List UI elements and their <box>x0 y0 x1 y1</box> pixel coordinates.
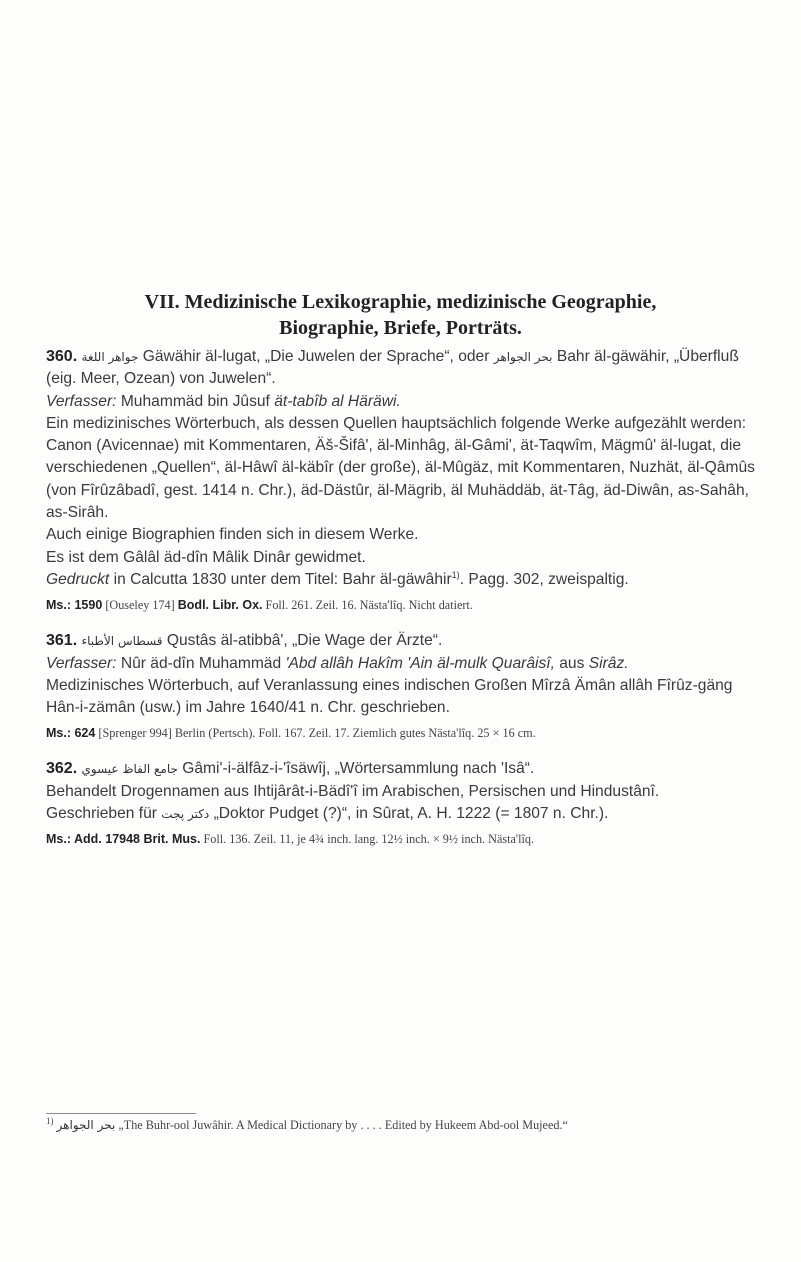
author-tail: aus <box>554 654 589 672</box>
entry-361-para1: Medizinisches Wörterbuch, auf Veranlassung eines indischen Großen Mîrzâ Ämân allâh Fîrûz-gäng Hân-i-zämân (usw.) im Jahre 1640/41 n. Chr. geschrieben. <box>46 676 733 717</box>
spacer <box>46 742 758 758</box>
ms-details: (Pertsch). Foll. 167. Zeil. 17. Ziemlich gutes Nästa'lîq. 25 × 16 cm. <box>205 726 536 741</box>
entry-360-para1: Ein medizinisches Wörterbuch, als dessen Quellen hauptsächlich folgende Werke aufgezählt werden: Canon (Avicennae) mit Kommentaren, Äš-Šifâ', äl-Minhâg, äl-Gâmi', ät-Taqwîm, Mägmû' äl-lugat, die verschiedenen „Quellen“, äl-Hâwî äl-käbîr (der große), äl-Mûgäz, mit Kommentaren, Nuzhät, äl-Qâmûs (von Fîrûzâbadî, gest. 1414 n. Chr.), äd-Dästûr, äl-Mägrib, äl Muhäddäb, ät-Tâg, äd-Diwân, as-Sahâh, as-Sirâh. <box>46 414 755 522</box>
entry-360-author <box>46 391 758 413</box>
alt-title-transliteration: Bahr äl-gäwähir, „Überfluß (eig. Meer, Ozean) von Juwelen“. <box>46 348 739 388</box>
arabic-alt-title: بحر الجواهر <box>493 350 553 364</box>
entry-number: 361. <box>46 632 78 650</box>
entry-number: 360. <box>46 348 78 365</box>
ms-label: Ms.: <box>46 832 71 847</box>
ms-number: Add. 17948 <box>71 832 141 847</box>
title-transliteration: Gäwähir äl-lugat, „Die Juwelen der Sprache“, oder <box>138 348 490 365</box>
author-name: Muhammäd bin Jûsuf <box>116 392 275 410</box>
ms-label: Ms.: <box>46 598 71 613</box>
ms-shelfmark: [Sprenger 994] <box>95 726 175 741</box>
para-start: Geschrieben für <box>46 805 162 823</box>
entry-360-manuscript <box>46 596 758 614</box>
author-label: Verfasser: <box>46 654 117 672</box>
footnote-mark: 1) <box>46 1115 54 1126</box>
chapter-heading <box>30 289 771 341</box>
ms-number: 624 <box>71 726 96 741</box>
entry-362 <box>46 758 758 848</box>
author-name-italic: ät-tabîb al Häräwi. <box>274 392 401 410</box>
arabic-title: جواهر اللغة <box>81 350 139 364</box>
title-transliteration: Gâmi'-i-älfâz-i-'îsäwîj, „Wörtersammlung nach 'Isâ“. <box>177 760 535 778</box>
entry-362-para1: Behandelt Drogennamen aus Ihtijârât-i-Bädî'î im Arabischen, Persischen und Hindustânî. <box>46 782 660 800</box>
footnote-ref[interactable]: 1) <box>451 569 460 580</box>
entry-360-printed <box>46 569 758 591</box>
ms-details: Foll. 261. Zeil. 16. Nästa'lîq. Nicht datiert. <box>262 598 473 613</box>
ms-library: Brit. Mus. <box>140 832 201 847</box>
author-name: Nûr äd-dîn Muhammäd <box>116 654 286 672</box>
entry-361-author <box>46 653 758 675</box>
entry-number: 362. <box>46 760 78 778</box>
arabic-name: دكتر پجت <box>161 807 210 822</box>
entry-360-para2: Auch einige Biographien finden sich in diesem Werke. <box>46 526 419 544</box>
printed-label: Gedruckt <box>46 570 110 588</box>
ms-number: 1590 <box>71 598 103 613</box>
entry-362-title <box>46 758 758 780</box>
spacer <box>46 614 758 630</box>
ms-library: Bodl. Libr. Ox. <box>177 598 263 613</box>
ms-details: Foll. 136. Zeil. 11, je 4¾ inch. lang. 12½ inch. × 9½ inch. Nästa'lîq. <box>200 832 535 847</box>
ms-library: Berlin <box>174 726 206 741</box>
arabic-title: جامع الفاظ عيسوي <box>81 762 178 777</box>
entry-360-para3: Es ist dem Gâlâl äd-dîn Mâlik Dinâr gewidmet. <box>46 548 366 566</box>
author-label: Verfasser: <box>46 392 117 410</box>
entry-360 <box>46 346 758 614</box>
entry-361-manuscript <box>46 724 758 742</box>
author-place: Sirâz. <box>588 654 629 672</box>
arabic-title: قسطاس الأطباء <box>81 634 163 649</box>
ms-shelfmark: [Ouseley 174] <box>102 598 178 613</box>
author-name-italic: 'Abd allâh Hakîm 'Ain äl-mulk Quarâisî, <box>285 654 555 672</box>
footnote-text: „The Buhr-ool Juwâhir. A Medical Dictionary by . . . . Edited by Hukeem Abd-ool Mujeed.“ <box>115 1118 568 1132</box>
para-end: „Doktor Pudget (?)“, in Sûrat, A. H. 1222 (= 1807 n. Chr.). <box>209 805 609 823</box>
printed-tail: . Pagg. 302, zweispaltig. <box>459 570 629 588</box>
entry-360-title <box>46 346 758 391</box>
chapter-title-line1: VII. Medizinische Lexikographie, medizinische Geographie, <box>144 291 657 313</box>
printed-text: in Calcutta 1830 unter dem Titel: Bahr äl-gäwâhir <box>109 570 452 588</box>
footnote <box>46 1116 758 1134</box>
chapter-title-line2: Biographie, Briefe, Porträts. <box>279 317 522 339</box>
footnote-arabic: بحر الجواهر <box>56 1118 116 1132</box>
entry-362-para2 <box>46 803 758 825</box>
ms-label: Ms.: <box>46 726 71 741</box>
entry-361-title <box>46 630 758 652</box>
entry-361 <box>46 630 758 742</box>
entry-362-manuscript <box>46 830 758 848</box>
footnote-divider <box>46 1113 196 1114</box>
title-transliteration: Qustâs äl-atibbâ', „Die Wage der Ärzte“. <box>162 632 443 650</box>
main-text <box>46 346 758 848</box>
